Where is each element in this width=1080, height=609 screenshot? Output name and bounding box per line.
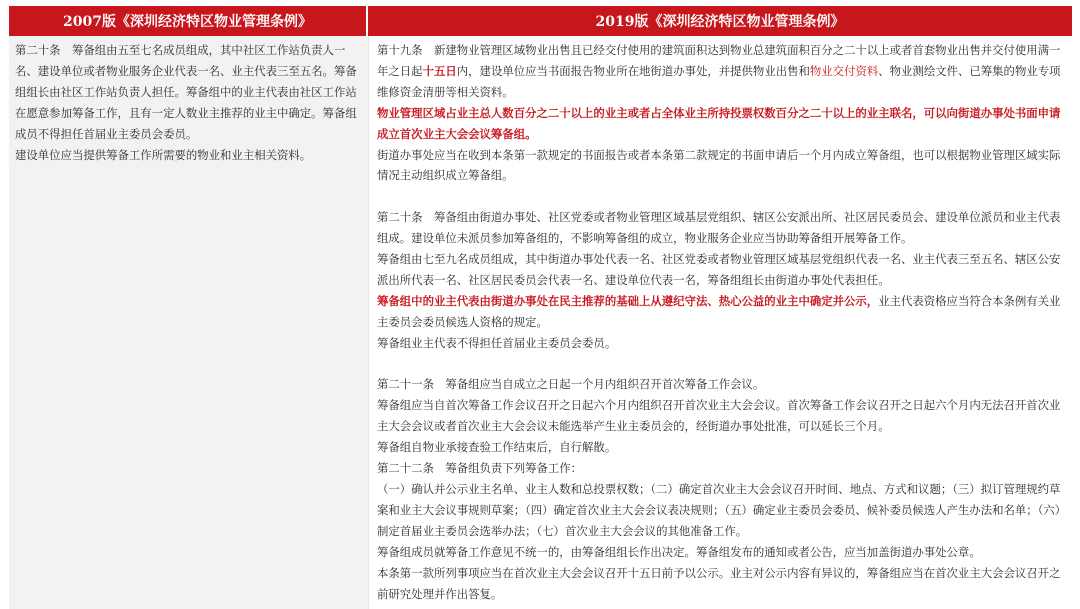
right-article-20-restriction: 筹备组业主代表不得担任首届业主委员会委员。	[377, 335, 617, 350]
highlight-delivery-docs: 物业交付资料	[809, 63, 879, 78]
right-article-20-members: 筹备组由七至九名成员组成，其中街道办事处代表一名、社区党委或者物业管理区域基层党组织代表一名、业主代表三至五名、辖区公安派出所代表一名、社区居民委员会代表一名、建设单位代表一名，筹备组组长由街道办事处代表担任。	[377, 252, 1061, 287]
text-segment: 第十九条 新建物业管理区域物业出售且已经交付使用的建筑面积达到物业总建筑面积百分之二十以上或者首套物业出售并交付使用满一年之日起	[377, 43, 1061, 78]
right-article-21: 第二十一条 筹备组应当自成立之日起一个月内组织召开首次筹备工作会议。	[377, 377, 765, 392]
column-2007	[9, 36, 368, 609]
right-article-21-dissolve: 筹备组自物业承接查验工作结束后，自行解散。	[377, 440, 617, 455]
right-article-19-office: 街道办事处应当在收到本条第一款规定的书面报告或者本条第二款规定的书面申请后一个月内成立筹备组，也可以根据物业管理区域实际情况主动组织成立筹备组。	[377, 147, 1061, 183]
body-row	[9, 36, 1072, 609]
text-segment: 、物业测绘文件、已筹集的物业专项维修资金清册等相关资料。	[377, 63, 1061, 99]
spacer	[377, 186, 1064, 207]
right-article-22-decision: 筹备组成员就筹备工作意见不统一的，由筹备组组长作出决定。筹备组发布的通知或者公告，应当加盖街道办事处公章。	[377, 544, 981, 559]
left-article-20: 第二十条 筹备组由五至七名成员组成，其中社区工作站负责人一名、建设单位或者物业服务企业代表一名、业主代表三至五名。筹备组组长由社区工作站负责人担任。筹备组中的业主代表由社区工作站在愿意参加筹备工作，且有一定人数业主推荐的业主中确定。筹备组成员不得担任首届业主委员会委员。	[15, 43, 357, 141]
text-segment: 业主代表资格应当符合本条例有关业主委员会委员候选人资格的规定。	[377, 293, 1061, 329]
header-2007-edition: 2007版《深圳经济特区物业管理条例》	[9, 6, 368, 36]
right-article-21-meeting: 筹备组应当自首次筹备工作会议召开之日起六个月内组织召开首次业主大会会议。首次筹备工作会议召开之日起六个月内无法召开首次业主大会会议或者首次业主大会会议未能选举产生业主委员会的，经街道办事处批准，可以延长三个月。	[377, 398, 1061, 434]
right-article-22: 第二十二条 筹备组负责下列筹备工作：	[377, 461, 583, 476]
right-article-19-petition: 物业管理区域占业主总人数百分之二十以上的业主或者占全体业主所持投票权数百分之二十以上的业主联名，可以向街道办事处书面申请成立首次业主大会会议筹备组。	[377, 105, 1061, 141]
highlight-owner-rep: 筹备组中的业主代表由街道办事处在民主推荐的基础上从遵纪守法、热心公益的业主中确定并公示，	[377, 293, 879, 308]
left-article-20-extra: 建设单位应当提供筹备工作所需要的物业和业主相关资料。	[15, 147, 312, 162]
right-article-22-publicity: 本条第一款所列事项应当在首次业主大会会议召开十五日前予以公示。业主对公示内容有异议的，筹备组应当在首次业主大会会议召开之前研究处理并作出答复。	[377, 565, 1061, 601]
column-2019	[368, 36, 1072, 609]
right-article-19	[377, 40, 1064, 103]
text-segment: 内，建设单位应当书面报告物业所在地街道办事处，并提供物业出售和	[456, 63, 810, 78]
comparison-table	[9, 6, 1072, 609]
right-article-20: 第二十条 筹备组由街道办事处、社区党委或者物业管理区域基层党组织、辖区公安派出所、社区居民委员会、建设单位派员和业主代表组成。建设单位未派员参加筹备组的，不影响筹备组的成立，物业服务企业应当协助筹备组开展筹备工作。	[377, 210, 1061, 246]
right-article-22-list: （一）确认并公示业主名单、业主人数和总投票权数；（二）确定首次业主大会会议召开时间、地点、方式和议题；（三）拟订管理规约草案和业主大会议事规则草案；（四）确定首次业主大会会议表决规则；（五）确定业主委员会委员、候补委员候选人产生办法和名单；（六）制定首届业主委员会选举办法；（七）首次业主大会会议的其他准备工作。	[377, 482, 1061, 538]
header-2019-edition: 2019版《深圳经济特区物业管理条例》	[368, 6, 1072, 36]
header-row	[9, 6, 1072, 36]
right-article-20-owners	[377, 291, 1064, 333]
highlight-fifteen-days: 十五日	[422, 63, 457, 78]
spacer	[377, 354, 1064, 375]
